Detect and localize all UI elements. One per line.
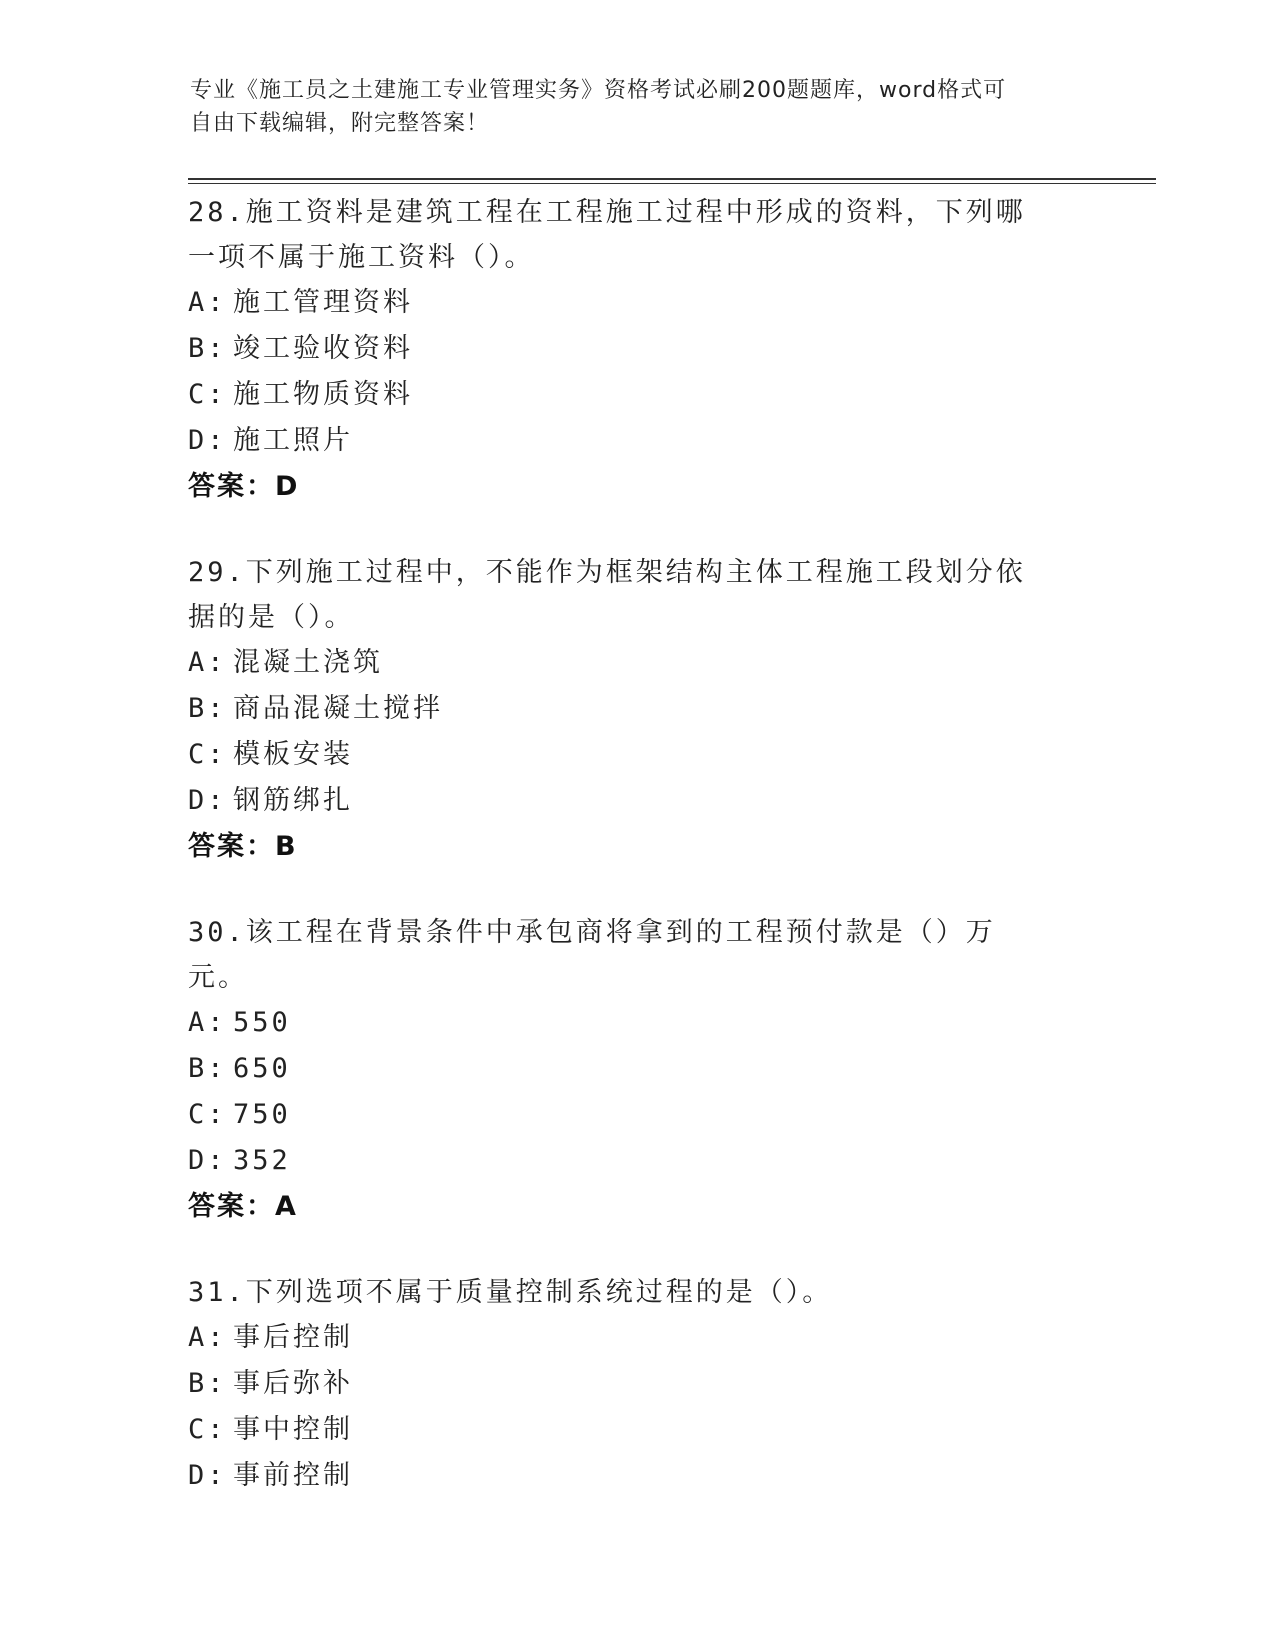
question-spacer bbox=[188, 510, 1088, 550]
question-text: 28.施工资料是建筑工程在工程施工过程中形成的资料，下列哪一项不属于施工资料（）。 bbox=[188, 197, 1026, 273]
option-a bbox=[188, 640, 1088, 686]
option-text: 事后弥补 bbox=[233, 1368, 353, 1399]
header-divider-thin bbox=[188, 183, 1156, 184]
option-label: B: bbox=[188, 333, 227, 364]
header-line-2: 自由下载编辑，附完整答案！ bbox=[190, 111, 490, 136]
option-a bbox=[188, 280, 1088, 326]
option-text: 竣工验收资料 bbox=[233, 333, 413, 364]
option-label: A: bbox=[188, 287, 227, 318]
option-b bbox=[188, 686, 1088, 732]
option-c bbox=[188, 1407, 1088, 1453]
option-text: 事前控制 bbox=[233, 1460, 353, 1491]
option-label: B: bbox=[188, 1368, 227, 1399]
option-label: A: bbox=[188, 647, 227, 678]
question-text: 29.下列施工过程中，不能作为框架结构主体工程施工段划分依据的是（）。 bbox=[188, 557, 1026, 633]
question-28 bbox=[188, 190, 1088, 510]
option-text: 事后控制 bbox=[233, 1322, 353, 1353]
question-text: 31.下列选项不属于质量控制系统过程的是（）。 bbox=[188, 1277, 833, 1308]
answer-line: 答案：B bbox=[188, 831, 298, 862]
option-text: 550 bbox=[233, 1007, 291, 1038]
question-29 bbox=[188, 550, 1088, 870]
question-list bbox=[188, 190, 1088, 1499]
option-label: A: bbox=[188, 1007, 227, 1038]
answer-line: 答案：D bbox=[188, 471, 300, 502]
option-d bbox=[188, 1453, 1088, 1499]
option-c bbox=[188, 1092, 1088, 1138]
option-label: D: bbox=[188, 1460, 227, 1491]
option-text: 事中控制 bbox=[233, 1414, 353, 1445]
option-label: B: bbox=[188, 1053, 227, 1084]
option-a bbox=[188, 1315, 1088, 1361]
option-text: 施工物质资料 bbox=[233, 379, 413, 410]
option-text: 施工管理资料 bbox=[233, 287, 413, 318]
option-text: 模板安装 bbox=[233, 739, 353, 770]
option-label: A: bbox=[188, 1322, 227, 1353]
option-label: C: bbox=[188, 379, 227, 410]
option-d bbox=[188, 418, 1088, 464]
option-c bbox=[188, 372, 1088, 418]
option-text: 750 bbox=[233, 1099, 291, 1130]
option-b bbox=[188, 1361, 1088, 1407]
option-label: D: bbox=[188, 785, 227, 816]
option-text: 混凝土浇筑 bbox=[233, 647, 383, 678]
option-label: B: bbox=[188, 693, 227, 724]
question-spacer bbox=[188, 1230, 1088, 1270]
header-divider-thick bbox=[188, 178, 1156, 180]
option-text: 商品混凝土搅拌 bbox=[233, 693, 443, 724]
header-line-1: 专业《施工员之土建施工专业管理实务》资格考试必刷200题题库，word格式可 bbox=[190, 78, 1007, 103]
option-text: 钢筋绑扎 bbox=[233, 785, 353, 816]
question-text: 30.该工程在背景条件中承包商将拿到的工程预付款是（）万元。 bbox=[188, 917, 996, 993]
document-header bbox=[190, 74, 1050, 140]
option-b bbox=[188, 326, 1088, 372]
question-30 bbox=[188, 910, 1088, 1230]
option-label: C: bbox=[188, 739, 227, 770]
option-label: C: bbox=[188, 1414, 227, 1445]
option-label: D: bbox=[188, 425, 227, 456]
option-b bbox=[188, 1046, 1088, 1092]
option-text: 352 bbox=[233, 1145, 291, 1176]
option-d bbox=[188, 1138, 1088, 1184]
answer-line: 答案：A bbox=[188, 1191, 298, 1222]
option-label: C: bbox=[188, 1099, 227, 1130]
option-label: D: bbox=[188, 1145, 227, 1176]
option-d bbox=[188, 778, 1088, 824]
option-text: 650 bbox=[233, 1053, 291, 1084]
option-c bbox=[188, 732, 1088, 778]
question-31 bbox=[188, 1270, 1088, 1499]
question-spacer bbox=[188, 870, 1088, 910]
option-text: 施工照片 bbox=[233, 425, 353, 456]
option-a bbox=[188, 1000, 1088, 1046]
